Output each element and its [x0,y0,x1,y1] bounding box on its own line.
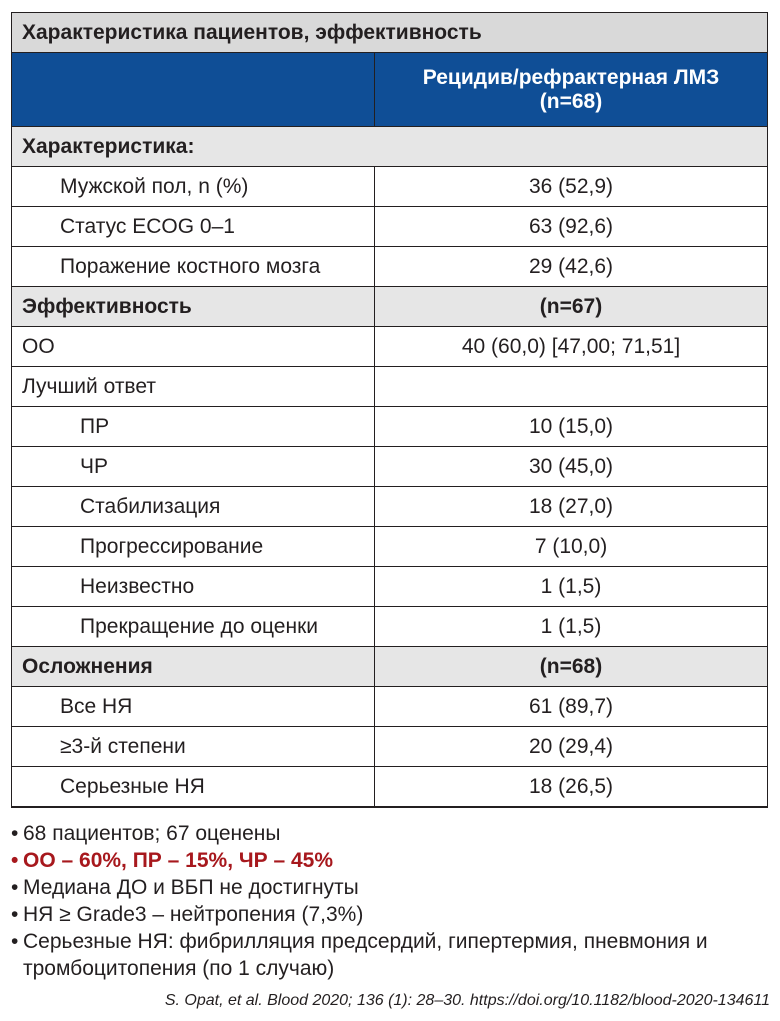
note-item [11,928,773,982]
section-label: Осложнения [12,647,375,687]
row-label: Все НЯ [12,687,375,727]
bullet-icon: • [11,930,19,953]
row-value: 20 (29,4) [375,727,768,767]
notes-list [11,820,773,982]
note-item [11,820,773,847]
section-complications [12,647,768,687]
bullet-icon: • [11,903,19,926]
table-row [12,487,768,527]
row-value: 61 (89,7) [375,687,768,727]
table-row [12,567,768,607]
bullet-icon: • [11,822,19,845]
table-row [12,407,768,447]
section-n: (n=67) [375,287,768,327]
note-text: НЯ ≥ Grade3 – нейтропения (7,3%) [23,903,364,926]
table-row [12,247,768,287]
data-table [11,12,768,808]
row-label: Серьезные НЯ [12,767,375,808]
row-label: Поражение костного мозга [12,247,375,287]
note-item [11,901,773,928]
note-text: ОО – 60%, ПР – 15%, ЧР – 45% [23,849,334,872]
header-empty-cell [12,53,375,127]
citation: S. Opat, et al. Blood 2020; 136 (1): 28–30. https://doi.org/10.1182/blood-2020-134611 [164,992,770,1009]
table-row [12,767,768,808]
row-value-empty [375,367,768,407]
row-label: Мужской пол, n (%) [12,167,375,207]
row-label: Прекращение до оценки [12,607,375,647]
row-value: 18 (27,0) [375,487,768,527]
row-value: 29 (42,6) [375,247,768,287]
header-cohort-n: (n=68) [539,89,603,113]
table-row [12,447,768,487]
section-label: Эффективность [12,287,375,327]
table-row [12,687,768,727]
row-value: 40 (60,0) [47,00; 71,51] [375,327,768,367]
header-cohort-label: Рецидив/рефрактерная ЛМЗ [422,65,720,89]
row-value: 1 (1,5) [375,567,768,607]
row-label: ≥3-й степени [12,727,375,767]
row-label: ПР [12,407,375,447]
row-value: 36 (52,9) [375,167,768,207]
row-label: Лучший ответ [12,367,375,407]
row-label: Прогрессирование [12,527,375,567]
section-n: (n=68) [375,647,768,687]
table-row [12,167,768,207]
note-item-highlight [11,847,773,874]
header-cohort-cell [375,53,768,127]
row-value: 18 (26,5) [375,767,768,808]
row-value: 1 (1,5) [375,607,768,647]
table-header-row [12,53,768,127]
table-title: Характеристика пациентов, эффективность [12,13,768,53]
table-title-row [12,13,768,53]
row-label: Статус ECOG 0–1 [12,207,375,247]
table-row [12,367,768,407]
table-row [12,527,768,567]
note-text: Серьезные НЯ: фибрилляция предсердий, гипертермия, пневмония и тромбоцитопения (по 1 случаю) [23,930,708,980]
section-characteristics [12,127,768,167]
table-row [12,727,768,767]
row-value: 10 (15,0) [375,407,768,447]
note-text: Медиана ДО и ВБП не достигнуты [23,876,359,899]
row-value: 30 (45,0) [375,447,768,487]
row-label: Стабилизация [12,487,375,527]
patient-efficacy-table [11,12,767,808]
row-label: ОО [12,327,375,367]
row-value: 63 (92,6) [375,207,768,247]
table-row [12,607,768,647]
bullet-icon: • [11,849,19,872]
bullet-icon: • [11,876,19,899]
row-value: 7 (10,0) [375,527,768,567]
table-row [12,327,768,367]
row-label: ЧР [12,447,375,487]
row-label: Неизвестно [12,567,375,607]
section-label: Характеристика: [12,127,768,167]
section-efficacy [12,287,768,327]
table-row [12,207,768,247]
note-item [11,874,773,901]
note-text: 68 пациентов; 67 оценены [23,822,281,845]
